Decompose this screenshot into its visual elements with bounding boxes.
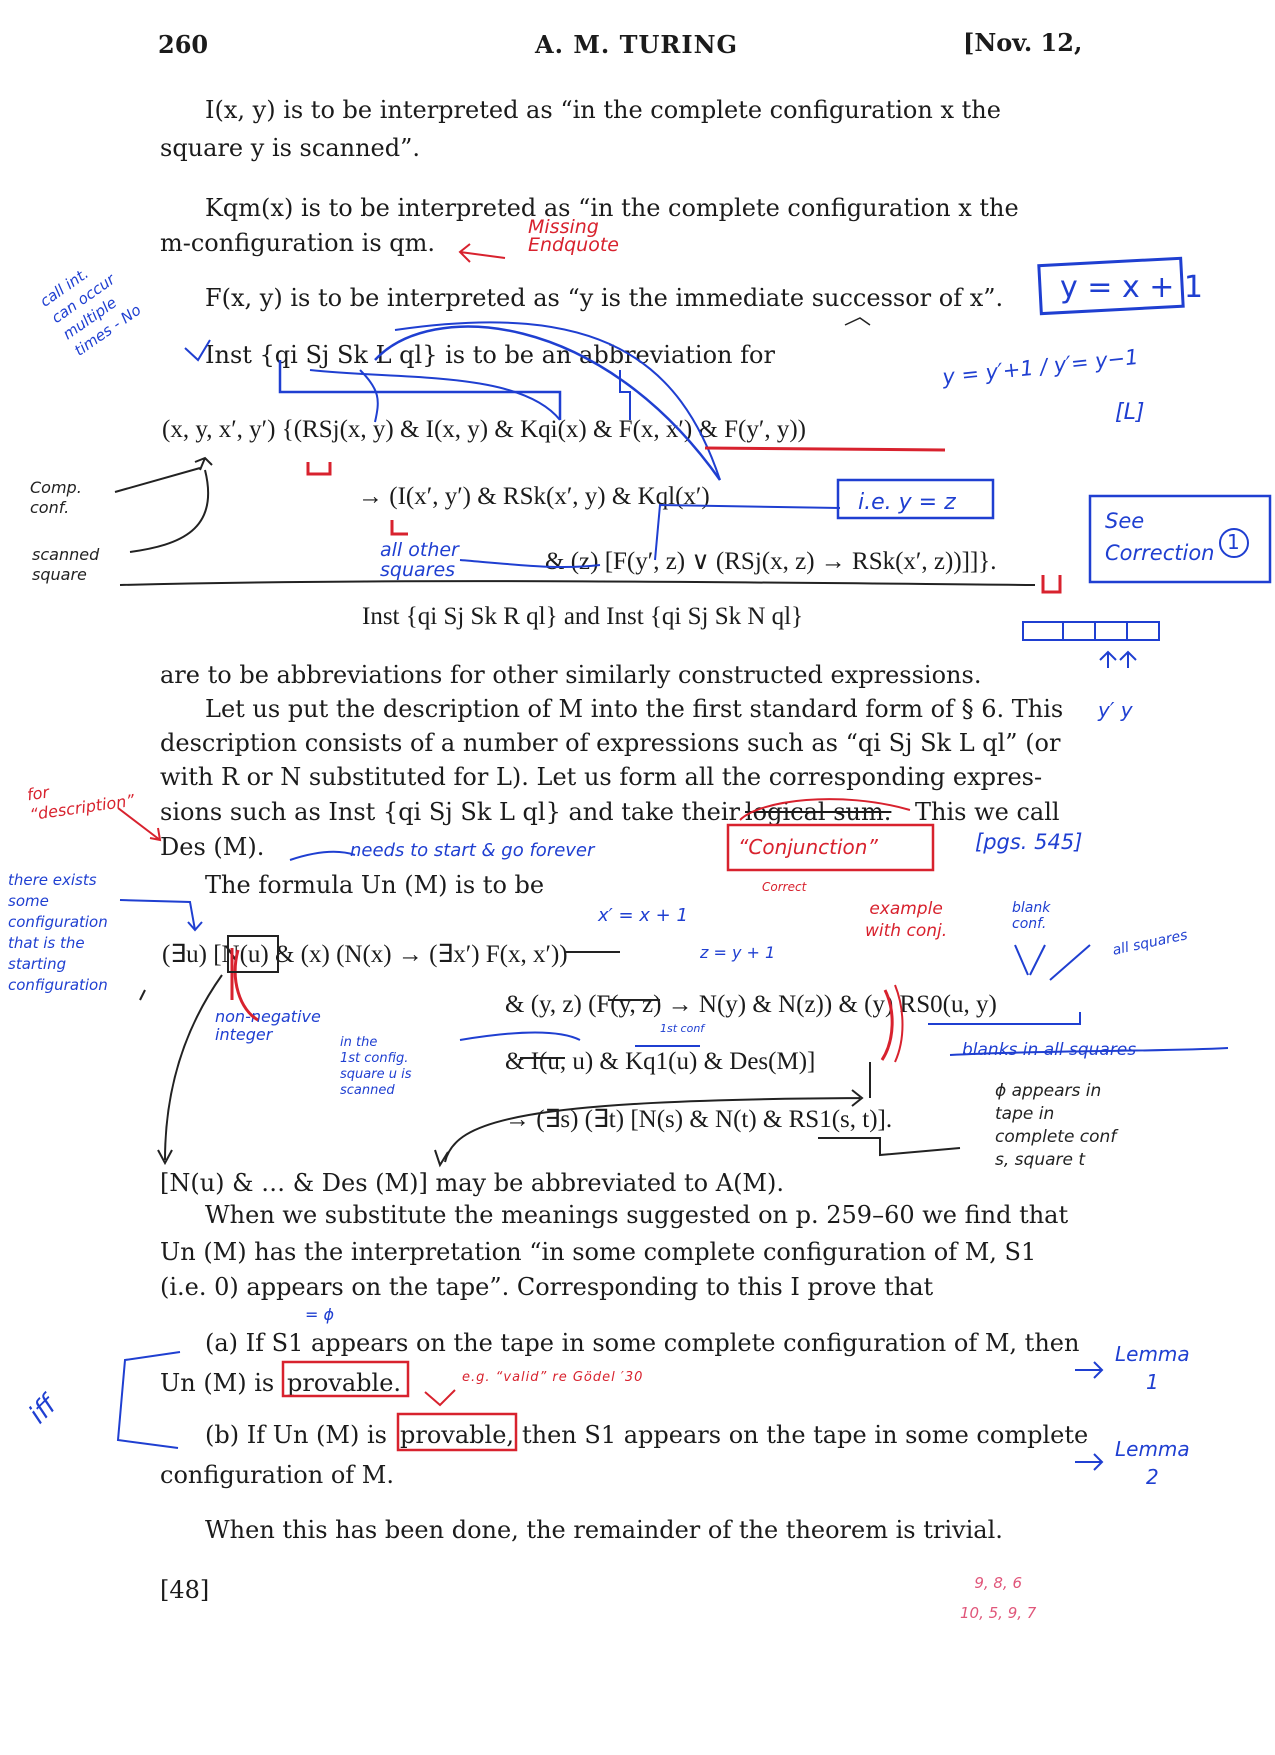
note-iff: iff bbox=[23, 1390, 63, 1430]
note-all-squares: all squares bbox=[1111, 927, 1189, 959]
note-call-int: call int. can occur multiple times - No bbox=[36, 264, 145, 360]
formula-line: Inst {qi Sj Sk R ql} and Inst {qi Sj Sk N ql} bbox=[362, 603, 804, 630]
formula-line: & (y, z) (F(y, z) → N(y) & N(z)) & (y) RS0(u, y) bbox=[505, 991, 997, 1018]
boxed-word: provable, bbox=[400, 1421, 515, 1449]
note-lemma2: Lemma 2 bbox=[1115, 1437, 1190, 1489]
struck-text: logical sum. bbox=[745, 798, 892, 826]
body-line: with R or N substituted for L). Let us form all the corresponding expres- bbox=[160, 763, 1043, 791]
note-non-negative: non-negative integer bbox=[215, 1007, 321, 1044]
note-comp-conf: Comp. conf. bbox=[30, 478, 82, 517]
body-line: The formula Un (M) is to be bbox=[205, 871, 545, 899]
body-line: Un (M) has the interpretation “in some complete configuration of M, S1 bbox=[160, 1238, 1037, 1266]
note-first-conf: 1st conf bbox=[660, 1022, 705, 1035]
body-line: are to be abbreviations for other similarly constructed expressions. bbox=[160, 661, 982, 689]
formula-line: → (∃s) (∃t) [N(s) & N(t) & RS1(s, t)]. bbox=[505, 1106, 893, 1133]
note-correct: Correct bbox=[762, 880, 807, 894]
note-there-exists: there exists some configuration that is the starting configuration bbox=[8, 871, 108, 994]
note-l-bracket: [L] bbox=[1115, 400, 1145, 425]
note-pgs-545: [pgs. 545] bbox=[975, 830, 1083, 854]
note-lemma1: Lemma 1 bbox=[1115, 1342, 1190, 1394]
note-blanks-all: blanks in all squares bbox=[962, 1040, 1137, 1060]
body-line: F(x, y) is to be interpreted as “y is the immediate successor of x”. bbox=[205, 284, 1004, 312]
body-line: Kqm(x) is to be interpreted as “in the complete configuration x the bbox=[205, 194, 1019, 222]
boxed-word: provable. bbox=[287, 1369, 402, 1397]
note-y-relation: y = y′+1 / y′= y−1 bbox=[941, 344, 1140, 390]
note-x-prime: x′ = x + 1 bbox=[598, 905, 688, 926]
body-line: (a) If S1 appears on the tape in some complete configuration of M, then bbox=[205, 1329, 1080, 1357]
body-line: m-configuration is qm. bbox=[160, 229, 436, 257]
footer-mark: [48] bbox=[160, 1576, 210, 1604]
note-scanned-square: scanned square bbox=[32, 545, 100, 584]
body-line: When this has been done, the remainder of the theorem is trivial. bbox=[205, 1516, 1003, 1544]
note-valid: e.g. “valid” re Gödel ′30 bbox=[462, 1370, 644, 1385]
body-line: I(x, y) is to be interpreted as “in the complete configuration x the bbox=[205, 96, 1001, 124]
note-phi-appears: ϕ appears in tape in complete conf s, square t bbox=[995, 1081, 1117, 1170]
note-needs-to-start: needs to start & go forever bbox=[350, 840, 595, 861]
note-conjunction: “Conjunction” bbox=[738, 835, 878, 859]
note-y-eq-x-plus-1: y = x + 1 bbox=[1060, 270, 1204, 305]
formula-line: (∃u) [N(u) & (x) (N(x) → (∃x′) F(x, x′)) bbox=[162, 941, 568, 968]
body-line: square y is scanned”. bbox=[160, 134, 421, 162]
body-line: Let us put the description of M into the first standard form of § 6. This bbox=[205, 695, 1064, 723]
page-number: 260 bbox=[158, 30, 209, 59]
note-blank-conf: blank conf. bbox=[1012, 900, 1051, 932]
note-pencil-numbers: 9, 8, 6 10, 5, 9, 7 bbox=[960, 1574, 1037, 1622]
body-line: [N(u) & … & Des (M)] may be abbreviated to A(M). bbox=[160, 1169, 784, 1197]
body-line: then S1 appears on the tape in some complete bbox=[522, 1421, 1089, 1449]
formula-line: (x, y, x′, y′) {(RSj(x, y) & I(x, y) & Kqi(x) & F(x, x′) & F(y′, y)) bbox=[162, 416, 806, 443]
body-line: Un (M) is bbox=[160, 1369, 275, 1397]
formula-line: & (z) [F(y′, z) ∨ (RSj(x, z) → RSk(x′, z))]]}. bbox=[545, 548, 997, 575]
note-example-conj: example with conj. bbox=[865, 899, 948, 941]
note-in-first-conf: in the 1st config. square u is scanned bbox=[340, 1035, 412, 1098]
running-date: [Nov. 12, bbox=[963, 28, 1083, 57]
note-see-correction: See Correction bbox=[1105, 509, 1215, 565]
body-line: sions such as Inst {qi Sj Sk L ql} and take their bbox=[160, 798, 741, 826]
note-phi-eq: = ϕ bbox=[305, 1305, 335, 1324]
body-line: description consists of a number of expressions such as “qi Sj Sk L ql” (or bbox=[160, 729, 1061, 757]
body-line: Des (M). bbox=[160, 833, 265, 861]
body-line: (b) If Un (M) is bbox=[205, 1421, 387, 1449]
formula-line: & I(u, u) & Kq1(u) & Des(M)] bbox=[505, 1048, 816, 1075]
formula-line: → (I(x′, y′) & RSk(x′, y) & Kql(x′) bbox=[358, 483, 710, 510]
body-line: (i.e. 0) appears on the tape”. Corresponding to this I prove that bbox=[160, 1273, 934, 1301]
body-line: Inst {qi Sj Sk L ql} is to be an abbreviation for bbox=[205, 341, 775, 369]
note-z-eq-y: z = y + 1 bbox=[700, 943, 776, 962]
note-all-other-squares: all other squares bbox=[380, 539, 459, 581]
note-y-prime-y: y′ y bbox=[1098, 698, 1133, 722]
running-head: A. M. TURING bbox=[535, 30, 739, 59]
note-correction-number: 1 bbox=[1227, 530, 1240, 554]
note-for-description: for “description” bbox=[25, 782, 136, 825]
note-missing-endquote: Missing Endquote bbox=[528, 216, 619, 256]
body-line: This we call bbox=[915, 798, 1060, 826]
note-ie-y-eq-z: i.e. y = z bbox=[858, 490, 956, 515]
body-line: configuration of M. bbox=[160, 1461, 394, 1489]
body-line: When we substitute the meanings suggested on p. 259–60 we find that bbox=[205, 1201, 1069, 1229]
